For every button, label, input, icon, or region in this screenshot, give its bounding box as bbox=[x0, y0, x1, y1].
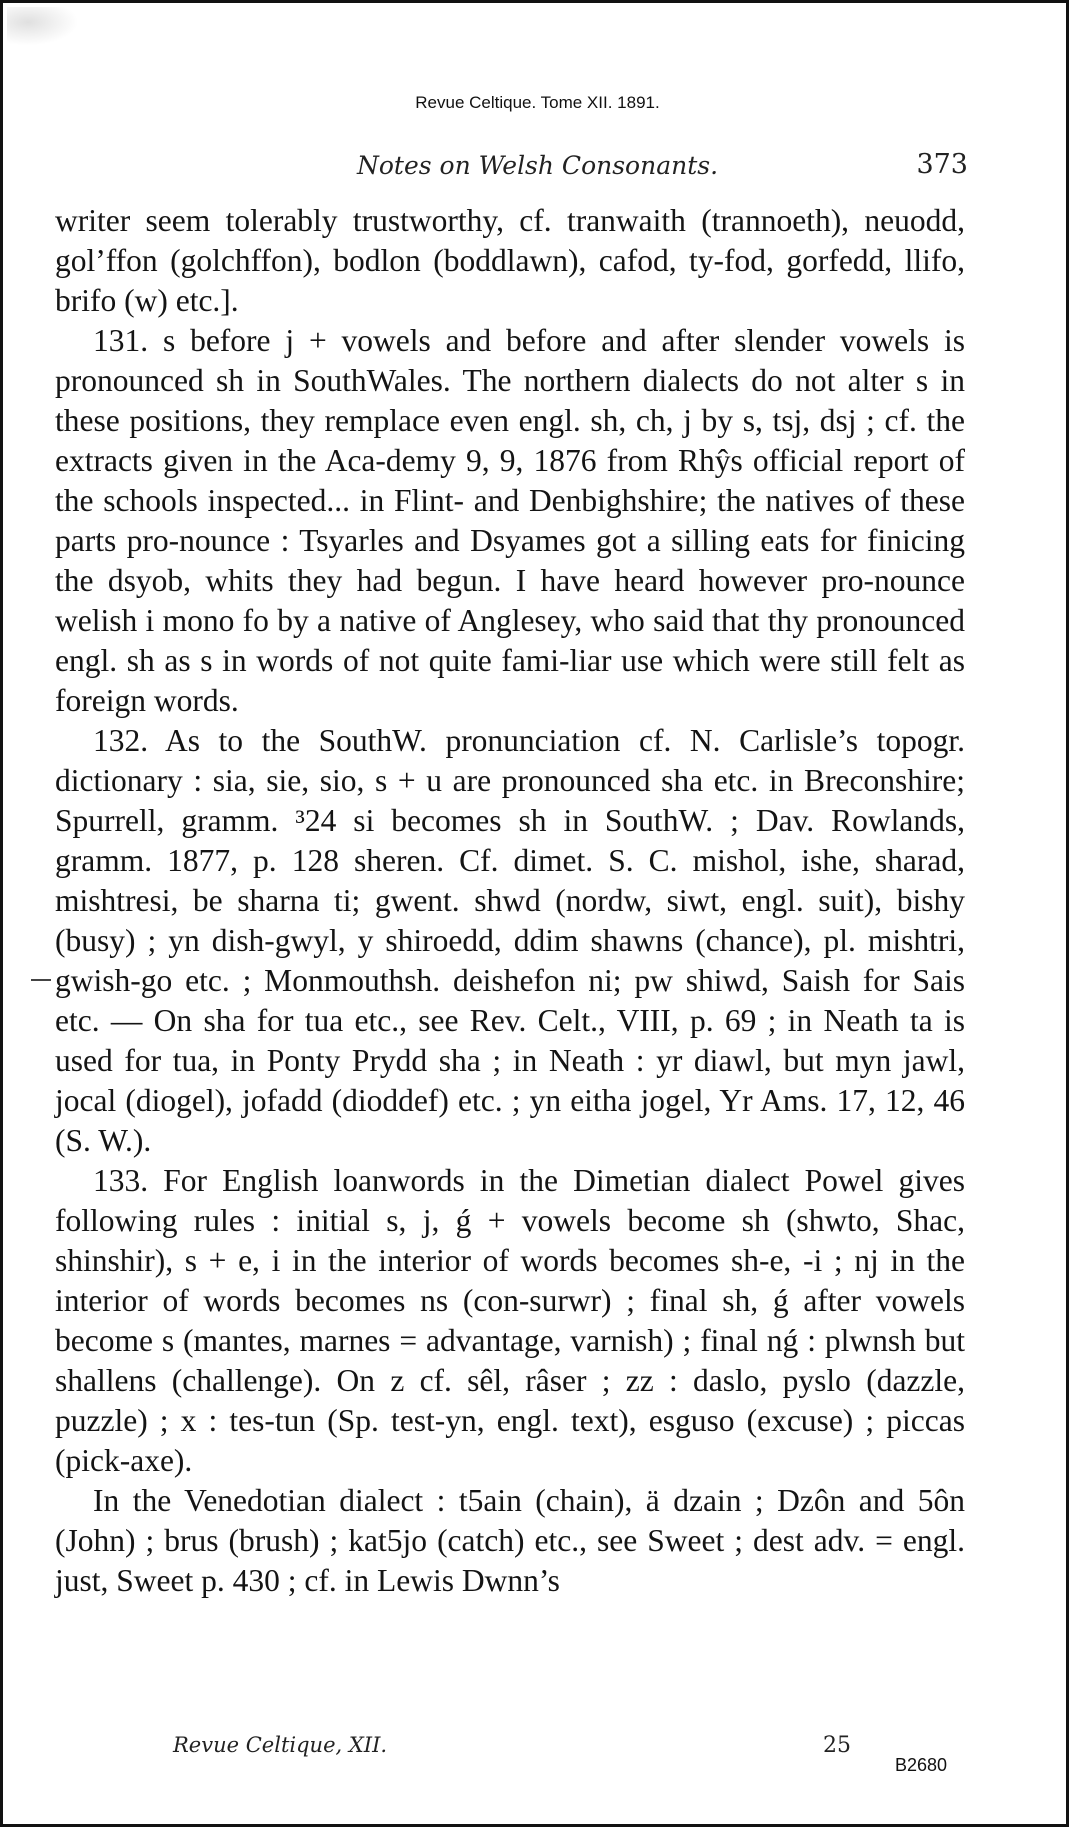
body-text bbox=[55, 201, 965, 1601]
paragraph-133: 133. For English loanwords in the Dimetian dialect Powel gives following rules : initial s, j, ǵ + vowels become sh (shwto, Shac, shinshir), s + e, i in the interior of words becomes sh-e, -i ; nj in the interior of words becomes ns (con-surwr) ; final sh, ǵ after vowels become s (mantes, marnes = advantage, varnish) ; final nǵ : plwnsh but shallens (challenge). On z cf. sêl, râser ; zz : daslo, pyslo (dazzle, puzzle) ; x : tes-tun (Sp. test-yn, engl. text), esguso (excuse) ; piccas (pick-axe). bbox=[55, 1163, 965, 1478]
paragraph-continued: writer seem tolerably trustworthy, cf. tranwaith (trannoeth), neuodd, gol’ffon (golchffon), bodlon (boddlawn), cafod, ty-fod, gorfedd, llifo, brifo (w) etc.]. bbox=[55, 203, 965, 318]
margin-mark bbox=[31, 979, 51, 981]
footer-book-title: Revue Celtique, XII. bbox=[173, 1733, 388, 1757]
paragraph-131: 131. s before j + vowels and before and after slender vowels is pronounced sh in SouthWales. The northern dialects do not alter s in these positions, they remplace even engl. sh, ch, j by s, tsj, dsj ; cf. the extracts given in the Aca-demy 9, 9, 1876 from Rhŷs official report of the schools inspected... in Flint- and Denbighshire; the natives of these parts pro-nounce : Tsyarles and Dsyames got a silling eats for finicing the dsyob, whits they had begun. I have heard however pro-nounce welish i mono fo by a native of Anglesey, who said that thy pronounced engl. sh as s in words of not quite fami-liar use which were still felt as foreign words. bbox=[55, 323, 965, 718]
reference-code: B2680 bbox=[895, 1755, 948, 1775]
paragraph-132: 132. As to the SouthW. pronunciation cf. N. Carlisle’s topogr. dictionary : sia, sie, sio, s + u are pronounced sha etc. in Breconshire; Spurrell, gramm. ³24 si becomes sh in SouthW. ; Dav. Rowlands, gramm. 1877, p. 128 sheren. Cf. dimet. S. C. mishol, ishe, sharad, mishtresi, be sharna ti; gwent. shwd (nordw, siwt, engl. suit), bishy (busy) ; yn dish-gwyl, y shiroedd, ddim shawns (chance), pl. mishtri, gwish-go etc. ; Monmouthsh. deishefon ni; pw shiwd, Saish for Sais etc. — On sha for tua etc., see Rev. Celt., VIII, p. 69 ; in Neath ta is used for tua, in Ponty Prydd sha ; in Neath : yr diawl, but myn jawl, jocal (diogel), jofadd (dioddef) etc. ; yn eitha jogel, Yr Ams. 17, 12, 46 (S. W.). bbox=[55, 723, 965, 1158]
scan-smudge bbox=[7, 7, 77, 45]
paragraph-venedotian: In the Venedotian dialect : t5ain (chain), ä dzain ; Dzôn and 5ôn (John) ; brus (brush) ; kat5jo (catch) etc., see Sweet ; dest adv. = engl. just, Sweet p. 430 ; cf. in Lewis Dwnn’s bbox=[55, 1483, 965, 1598]
running-head: Notes on Welsh Consonants. bbox=[356, 151, 719, 180]
source-citation: Revue Celtique. Tome XII. 1891. bbox=[415, 93, 660, 112]
signature-mark: 25 bbox=[823, 1733, 851, 1758]
page-number: 373 bbox=[916, 149, 968, 180]
